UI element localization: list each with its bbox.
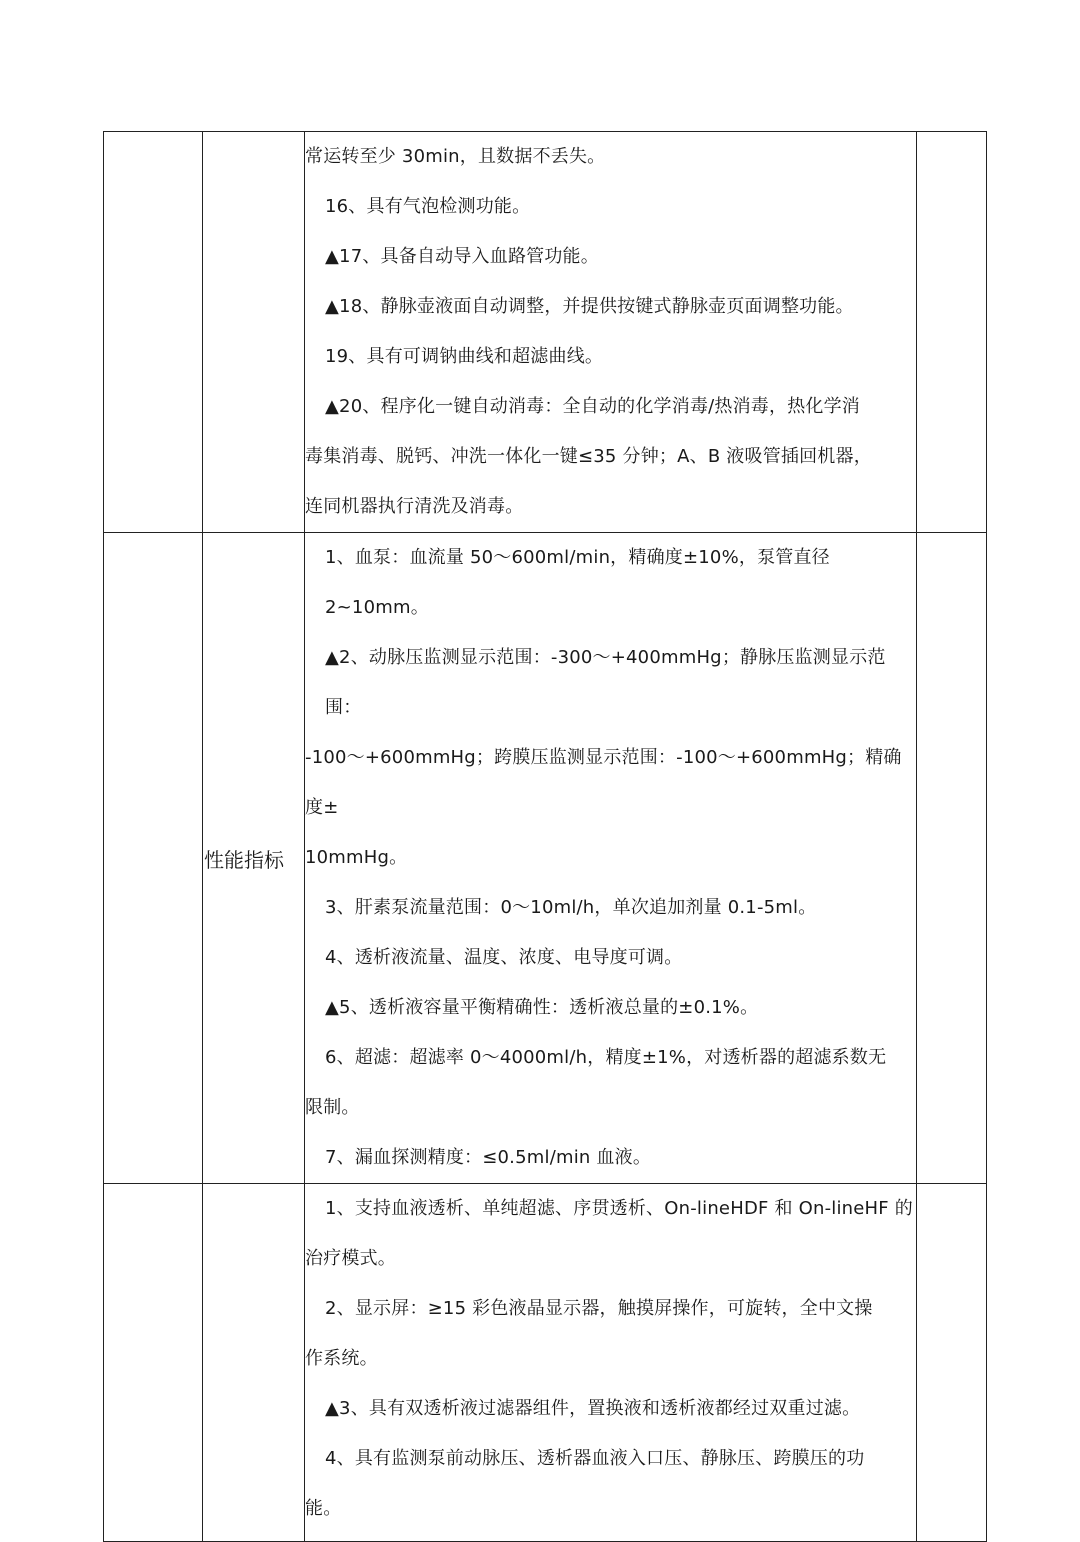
spec-line: 限制。 [305, 1097, 360, 1118]
spec-line: 作系统。 [305, 1348, 378, 1369]
empty-cell [917, 533, 987, 1184]
spec-line: 1、支持血液透析、单纯超滤、序贯透析、On-lineHDF 和 On-lineHF 的 [325, 1198, 913, 1219]
content-cell [305, 1184, 917, 1542]
spec-line: ▲18、静脉壶液面自动调整，并提供按键式静脉壶页面调整功能。 [325, 296, 854, 317]
spec-line: 毒集消毒、脱钙、冲洗一体化一键≤35 分钟；A、B 液吸管插回机器， [305, 446, 872, 467]
spec-line: ▲5、透析液容量平衡精确性：透析液总量的±0.1%。 [325, 997, 759, 1018]
spec-line: ▲20、程序化一键自动消毒：全自动的化学消毒/热消毒，热化学消 [325, 396, 861, 417]
spec-line: 连同机器执行清洗及消毒。 [305, 496, 524, 517]
spec-line: 7、漏血探测精度：≤0.5ml/min 血液。 [325, 1147, 652, 1168]
content-cell [305, 132, 917, 533]
spec-line: 治疗模式。 [305, 1248, 396, 1269]
spec-line: 19、具有可调钠曲线和超滤曲线。 [325, 346, 604, 367]
content-cell [305, 533, 917, 1184]
spec-line: 6、超滤：超滤率 0～4000ml/h，精度±1%，对透析器的超滤系数无 [325, 1047, 887, 1068]
table-row [104, 533, 987, 1184]
category-cell: 性能指标 [203, 533, 305, 1184]
table-row [104, 132, 987, 533]
empty-cell [104, 132, 203, 533]
table-row [104, 1184, 987, 1542]
empty-cell [917, 132, 987, 533]
spec-line: 3、肝素泵流量范围：0～10ml/h，单次追加剂量 0.1-5ml。 [325, 897, 817, 918]
empty-cell [917, 1184, 987, 1542]
spec-line: 2、显示屏：≥15 彩色液晶显示器，触摸屏操作，可旋转，全中文操 [325, 1298, 873, 1319]
spec-line: 常运转至少 30min，且数据不丢失。 [305, 146, 606, 167]
category-cell [203, 1184, 305, 1542]
category-cell [203, 132, 305, 533]
spec-line: 4、透析液流量、温度、浓度、电导度可调。 [325, 947, 683, 968]
empty-cell [104, 533, 203, 1184]
spec-line: ▲17、具备自动导入血路管功能。 [325, 246, 599, 267]
spec-line: -100～+600mmHg；跨膜压监测显示范围：-100～+600mmHg；精确度± [305, 747, 902, 818]
empty-cell [104, 1184, 203, 1542]
spec-line: 10mmHg。 [305, 847, 408, 868]
spec-line: ▲2、动脉压监测显示范围：-300～+400mmHg；静脉压监测显示范围： [325, 647, 886, 718]
spec-line: 能。 [305, 1498, 342, 1519]
spec-line: ▲3、具有双透析液过滤器组件，置换液和透析液都经过双重过滤。 [325, 1398, 861, 1419]
spec-line: 16、具有气泡检测功能。 [325, 196, 531, 217]
spec-line: 1、血泵：血流量 50～600ml/min，精确度±10%，泵管直径 2~10mm。 [325, 547, 830, 618]
spec-table [103, 131, 987, 1542]
spec-line: 4、具有监测泵前动脉压、透析器血液入口压、静脉压、跨膜压的功 [325, 1448, 865, 1469]
